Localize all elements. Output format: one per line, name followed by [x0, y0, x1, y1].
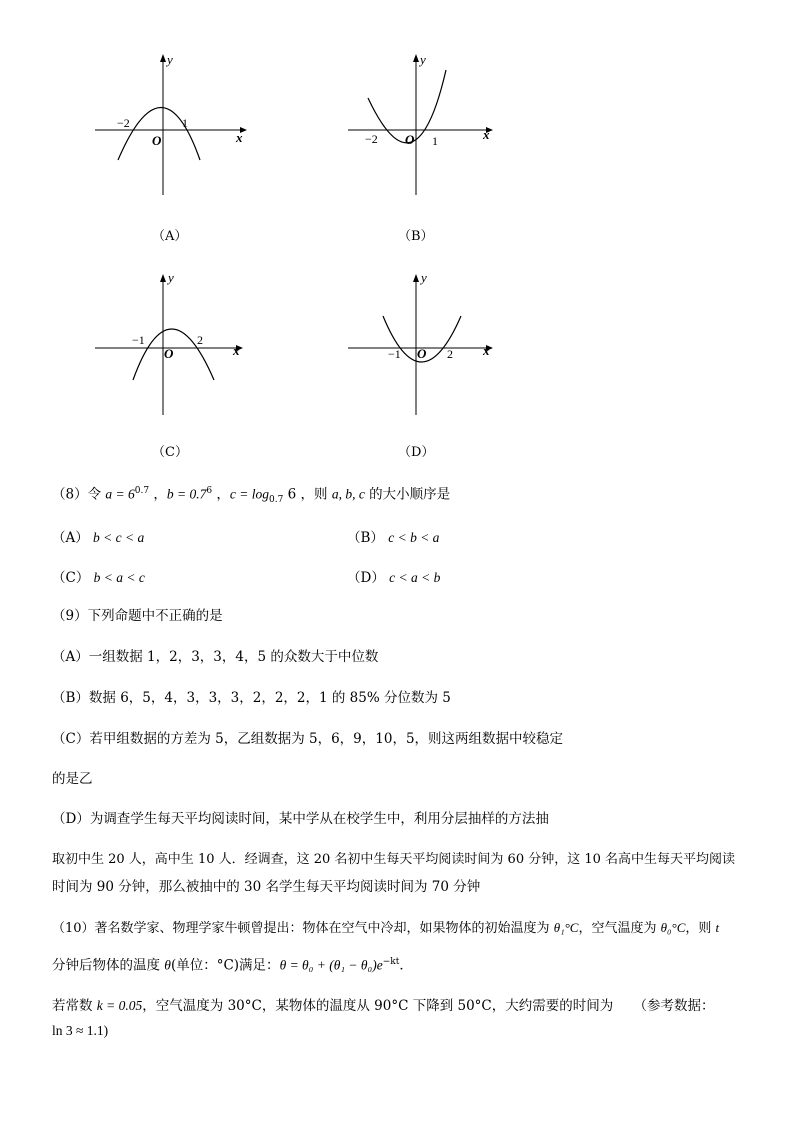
- y-axis-arrow: [160, 274, 166, 282]
- caption-a: （A）: [152, 229, 188, 244]
- q10-line-2: 分钟后物体的温度 θ(单位：°C)满足：$\theta = \theta_0 + (\theta_1 - \theta_0)e^{-kt}$．: [52, 957, 413, 974]
- y-axis-arrow: [413, 274, 419, 282]
- y-label: y: [420, 52, 426, 67]
- root-left-label: −2: [117, 116, 130, 130]
- root-left-label: −1: [388, 347, 401, 361]
- root-right-label: 1: [432, 134, 438, 148]
- q10-line-4: ln 3 ≈ 1.1): [52, 1023, 109, 1038]
- graph-c: [90, 268, 250, 423]
- x-label: x: [483, 127, 490, 142]
- caption-c: （C）: [152, 445, 188, 460]
- y-label: y: [167, 52, 173, 67]
- q9-option-b[interactable]: （B）数据 6，5，4，3，3，3，2，2，2，1 的 85% 分位数为 5: [52, 690, 451, 706]
- q9-option-c[interactable]: （C）若甲组数据的方差为 5，乙组数据为 5，6，9，10，5，则这两组数据中较稳定: [52, 731, 564, 747]
- caption-d: （D）: [398, 445, 435, 460]
- x-label: x: [483, 343, 490, 358]
- origin-label: O: [405, 132, 415, 147]
- origin-label: O: [152, 133, 162, 148]
- root-right-label: 2: [447, 347, 453, 361]
- root-left-label: −2: [365, 132, 378, 146]
- q8-option-a[interactable]: （A） b < c < a: [52, 530, 145, 546]
- y-axis-arrow: [413, 54, 419, 62]
- q9-option-d-cont2: 时间为 90 分钟，那么被抽中的 30 名学生每天平均阅读时间为 70 分钟: [52, 879, 481, 895]
- x-label: x: [236, 130, 243, 145]
- x-label: x: [233, 343, 240, 358]
- y-axis-arrow: [160, 54, 166, 62]
- root-right-label: 1: [182, 116, 188, 130]
- origin-label: O: [164, 346, 174, 361]
- q8-stem: （8）令 $a = 6^{0.7}$ ，$b = 0.7^6$ ，$c = \log_{0.7} 6$ ，则 a, b, c 的大小顺序是: [52, 486, 451, 506]
- q9-stem: （9）下列命题中不正确的是: [52, 608, 223, 624]
- q9-option-c-cont: 的是乙: [52, 771, 93, 787]
- root-left-label: −1: [132, 333, 145, 347]
- q9-option-d[interactable]: （D）为调查学生每天平均阅读时间，某中学从在校学生中，利用分层抽样的方法抽: [52, 811, 549, 827]
- q10-line-1: （10）著名数学家、物理学家牛顿曾提出：物体在空气中冷却，如果物体的初始温度为 θ₁°C，空气温度为 θ₀°C，则 t: [52, 920, 720, 936]
- y-label: y: [168, 270, 174, 285]
- q8-option-b[interactable]: （B） c < b < a: [347, 530, 440, 546]
- graph-b: [343, 50, 503, 205]
- q9-option-d-cont1: 取初中生 20 人，高中生 10 人．经调查，这 20 名初中生每天平均阅读时间为 60 分钟，这 10 名高中生每天平均阅读: [52, 852, 736, 867]
- graph-d: [343, 268, 503, 423]
- graph-a: [90, 50, 250, 205]
- root-right-label: 2: [197, 333, 203, 347]
- q10-line-3: 若常数 k = 0.05，空气温度为 30°C，某物体的温度从 90°C 下降到 50°C，大约需要的时间为 （参考数据：: [52, 998, 715, 1014]
- q8-option-d[interactable]: （D） c < a < b: [347, 570, 441, 586]
- caption-b: （B）: [398, 229, 434, 244]
- y-label: y: [421, 270, 427, 285]
- q9-option-a[interactable]: （A）一组数据 1，2，3，3，4，5 的众数大于中位数: [52, 649, 379, 665]
- origin-label: O: [417, 346, 427, 361]
- q8-option-c[interactable]: （C） b < a < c: [52, 570, 145, 586]
